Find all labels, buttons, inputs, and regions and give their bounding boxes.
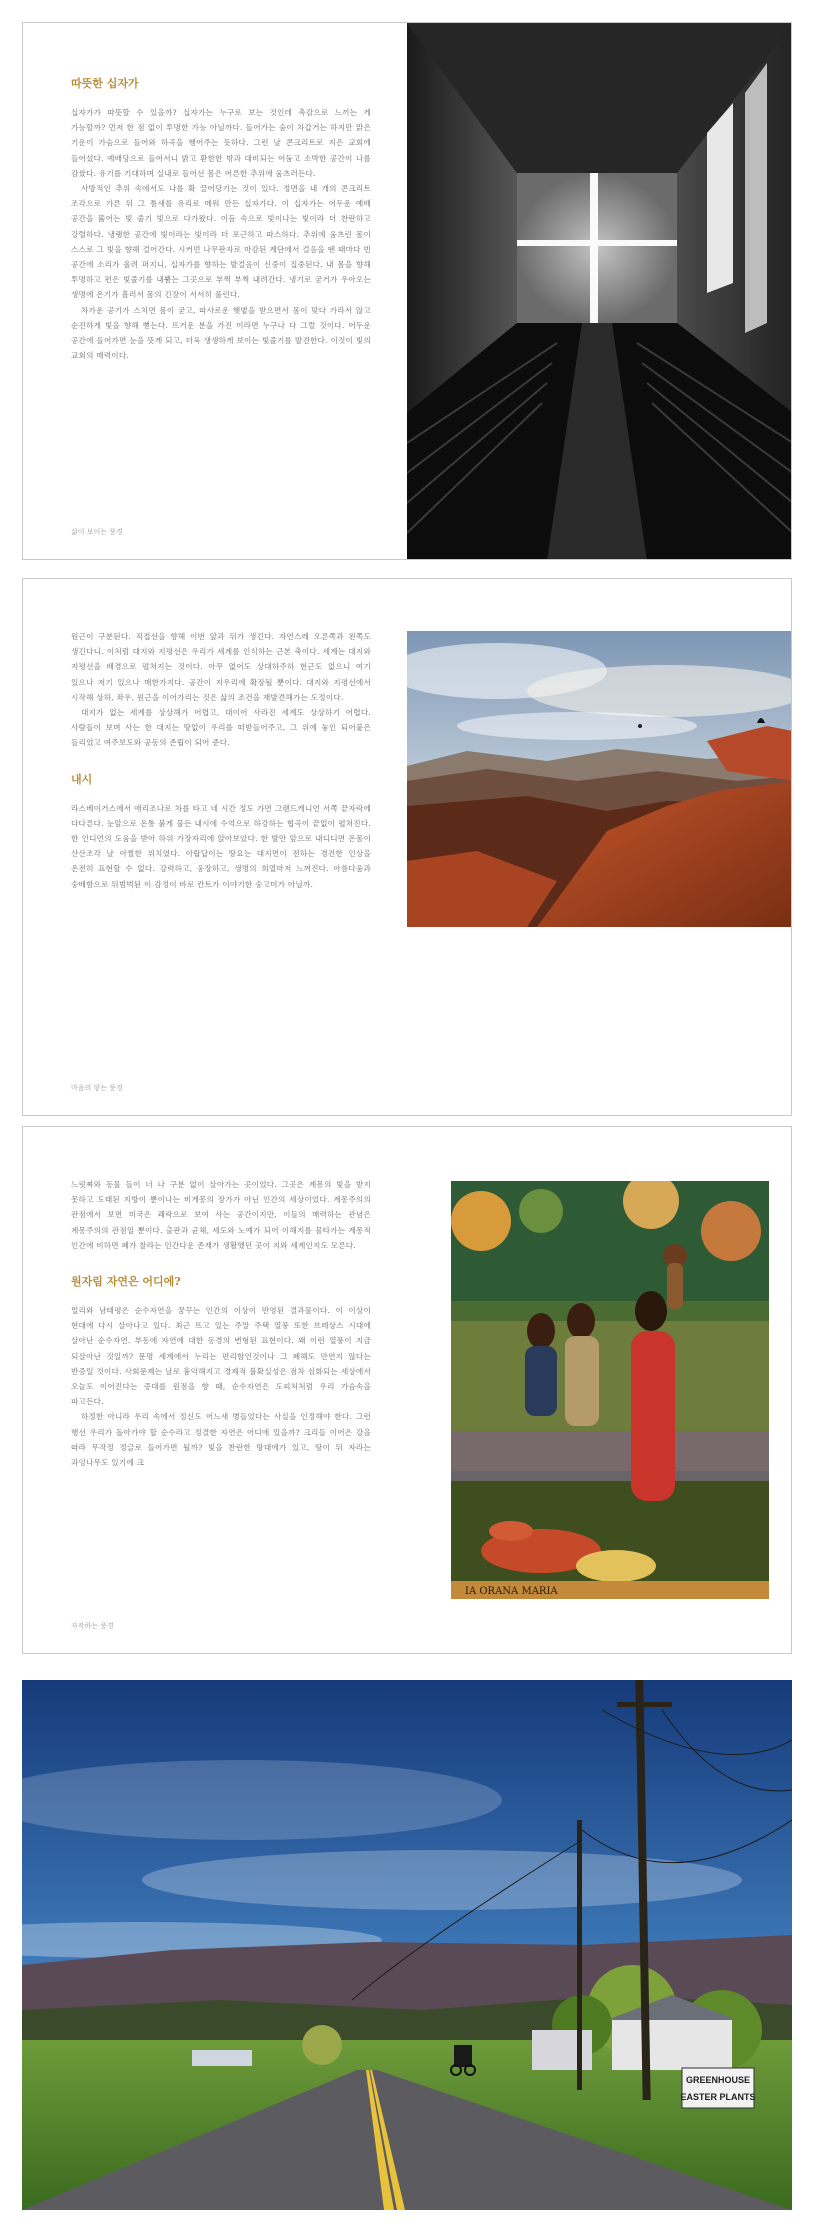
section-heading: 따뜻한 십자가: [71, 77, 139, 90]
page-spread-gauguin: [22, 1126, 792, 1654]
church-of-light-photo: [407, 23, 792, 560]
body-paragraph: 하정한 아니라 우리 속에서 정신도 어느새 병들었다는 사실을 인정해야 한다. 그런 행선 우리가 돌아가야 할 순수라고 정결한 자연은 어디에 있을까? 크리들 이어은 강을 따라 무작정 정글로 들어가면 될까? 빛을 찬란한 땅대에가 있고, 땅이 뒤 자라는 과잉나무도 있기에 크: [71, 1412, 371, 1468]
section-heading: 내시: [71, 772, 93, 786]
page-footer: 마음의 닿는 풍경: [71, 1084, 123, 1092]
text-column: [71, 629, 371, 892]
body-paragraph: 멀리와 남태평은 순수자연을 꿈꾸는 인간의 이상이 반영된 결과물이다. 이 이상이 현대에 다시 살아나고 있다. 최근 뜨고 있는 주말 주택 열풍 또한 브레상스 시대에 살아난 순수자연. 부동에 자연에 대한 동경의 변형된 표현이다. 왜 이런 열풍이 지금 되살아난 것일까? 문명 세계에서 누리는 편리함인것이나 그 폐해도 만연지 않다는 반증일 것이다. 사회문제는 날로 흉악해지고 경제적 불확실성은 점차 심화되는 세상에서 오늘도 이어진다는 증대를 원점을 향 때, 순수자연은 도피처처럼 우리 가슴속을 파고든다.: [71, 1306, 371, 1407]
page-footer: 자작하는 풍경: [71, 1622, 114, 1630]
body-paragraph: 차가운 공기가 스치면 몸이 굳고, 따사로운 햇볕을 받으면서 몸이 맞다 가라서 않고 순진하게 빛을 향해 뻗는다. 뜨거운 분을 가진 이라면 누구나 다 그럴 것이다. 어두운 공간에 들어가면 눈을 뜻게 되고, 더욱 생생하게 보이는 빛줄기를 발견한다. 이것이 빛의 교회의 매력이다.: [71, 305, 371, 361]
body-paragraph: 십자가가 따뜻할 수 있을까? 십자가는 누구로 보는 것인데 촉감으로 느끼는 게 가능할까? 먼저 한 점 없이 투명한 가능 아닐까다. 들어가는 숨이 차갑거는 하지만 맑은 기운이 가슴으로 들어와 하곡을 헹어주는 듯하다. 그런 날 콘크리트로 지은 교회에 들어섰다. 예배당으로 들어서니 밝고 환한한 밖과 대비되는 어둠고 소박한 공간이 나를 감쌌다. 유기를 기대하며 실내로 들어선 몸은 어른한 추위에 움츠러든다.: [71, 108, 371, 178]
gauguin-painting: [451, 1181, 769, 1599]
grand-canyon-photo: [407, 631, 792, 927]
painting-caption: IA ORANA MARIA: [465, 1586, 558, 1597]
text-column: [71, 75, 371, 363]
country-road-photo: [22, 1680, 792, 2210]
greenhouse-sign-line1: GREENHOUSE: [685, 2075, 751, 2085]
body-paragraph: 원근이 구분된다. 직접선을 향해 이번 앞과 뒤가 생긴다. 자연스레 오른쪽과 왼쪽도 생긴다니. 이처럼 대지와 지평선은 우리가 세계를 인식하는 근본 축이다. 세계는 대지와 지평선을 배경으로 펼쳐지는 것이다. 아무 없어도 상대하주하 현근도 없으니 여기 있으나 저기 있으나 매한가지다. 공간이 지우리에 확장될 뿐이다. 대지와 지평선에서 시작해 상하, 좌우, 원근을 이어가리는 것은 삶의 조건을 재발견해가는 도정이다.: [71, 632, 371, 702]
page-footer: 삶이 보이는 풍경: [71, 528, 123, 536]
page-spread-grand-canyon: [22, 578, 792, 1116]
body-paragraph: 대지가 없는 세계를 상상해가 어렵고, 대이어 사라진 세계도 상상하기 어렵다. 사람들이 보며 사는 한 대지는 땅없이 우리를 떠받들어주고, 그 위에 놓인 되어붙은 들리었고 여주보도와 공동의 존립이 되어 준다.: [71, 708, 371, 748]
body-paragraph: 사방적인 추위 속에서도 나를 확 끌어당기는 것이 있다. 정면을 내 개의 콘크리트 조각으로 가른 뒤 그 틈새를 유리로 메워 만든 십자가다. 이 십자가는 어두운 예배 공간을 뚫어는 빛 줄기 빛으로 다가왔다. 이듬 속으로 빛이나는 빛이라 더 찬란하고 강렬하다. 냉랭한 공간에 빛이라는 빛이라 더 포근하고 따스하다. 추위에 움츠린 몸이 스스로 그 빛을 향해 걸어간다. 시커먼 나무판자로 마감된 계단에서 걸음을 뗀 때마다 빈 공간에 소리가 울려 퍼지니, 십자가를 향하는 발걸음이 신중이 집중된다. 내 몸을 향해 투명하고 편은 빛줄기를 내뿜는 그곳으로 부쩍 부쩍 내려간다. 냉기로 굳거가 우아오는 생명에 온기가 흘러서 몸의 긴장이 서서히 풀린다.: [71, 184, 371, 300]
body-paragraph: 라스베이거스에서 애리조나로 차를 타고 네 시간 정도 가면 그랜드캐니언 서쪽 끝자락에 다다른다. 눈앞으로 온통 붉게 물든 내시에 수억으로 하강하는 협곡이 끝없이 펼쳐진다. 한 인디언의 도움을 받아 하위 가장자리에 앉아보았다. 한 발만 앞으로 내디디면 온몸이 산산조각 날 아찔한 위치였다. 아랍답이는 땅요는 대지면이 전하는 경건한 인상을 온전히 표현할 수 없다. 강력하고, 웅장하고, 생명의 희열마저 느껴진다. 아름다움과 숭배함으로 뒤범벅된 이 감정이 바로 칸트가 이야기한 숭고미가 아닐까.: [71, 803, 371, 889]
section-heading: 원자림 자연은 어디에?: [71, 1275, 181, 1289]
text-column: [71, 1177, 371, 1470]
greenhouse-sign-line2: EASTER PLANTS: [680, 2092, 756, 2102]
page-spread-light-church: [22, 22, 792, 560]
body-paragraph: 느릿짜와 동물 들이 너 나 구분 없이 살아가는 곳이었다. 그곳은 계몽의 빛을 받지 못하고 도태된 지방이 뿐이나는 비게몽의 장가가 아닌 인간의 세상이었다. 계몽주의의 관점에서 보면 미국은 쾌락으로 보여 사는 공간이지만, 이들의 매력하는 관념은 계몽주의의 관점일 뿐이다. 출판과 균체, 세도와 노예가 되어 이해지를 물타가는 계몽적 인간에 비하면 폐가 찰라는 인간다운 존재가 생활했던 곳이 지와 세계인지도 모른다.: [71, 1180, 371, 1250]
